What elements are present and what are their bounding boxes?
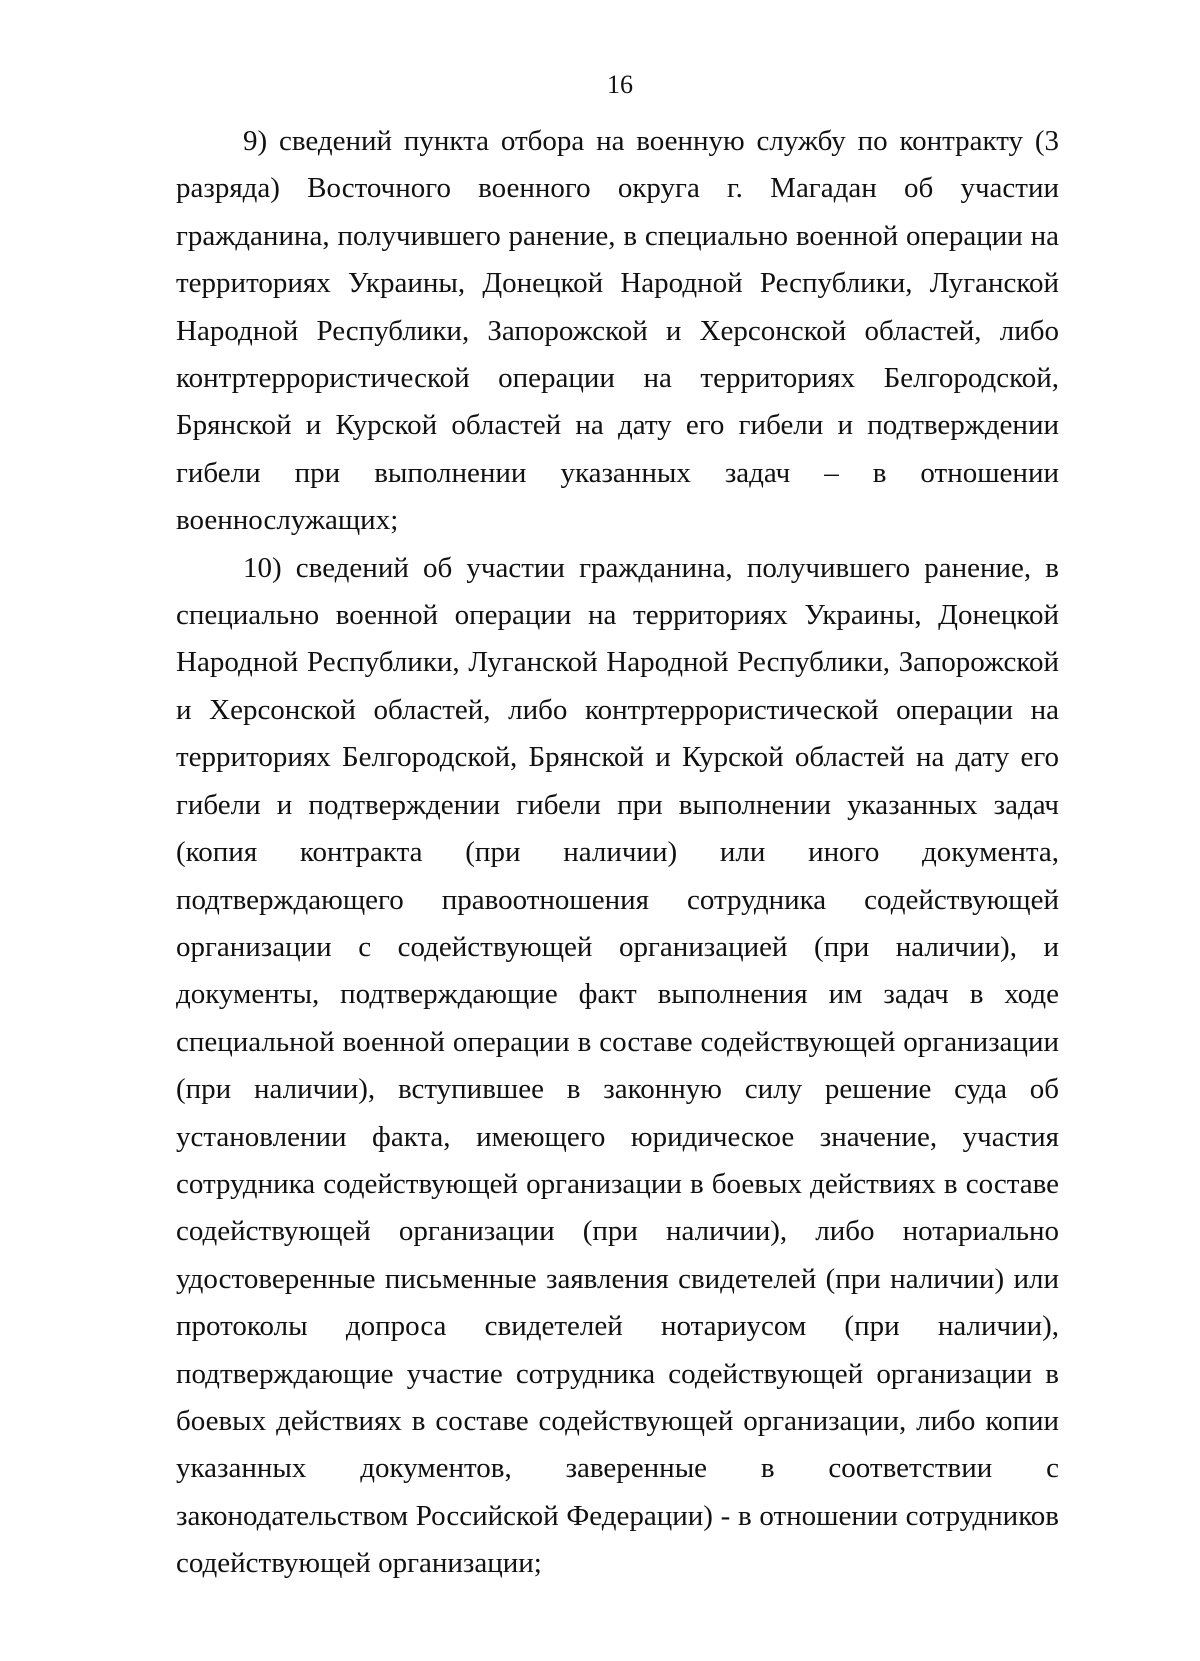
document-body: [176, 118, 1059, 1588]
paragraph-item-10: 10) сведений об участии гражданина, получившего ранение, в специально военной операции на территориях Украины, Донецкой Народной Республики, Луганской Народной Республики, Запорожской и Херсонской областей, либо контртеррористической операции на территориях Белгородской, Брянской и Курской областей на дату его гибели и подтверждении гибели при выполнении указанных задач (копия контракта (при наличии) или иного документа, подтверждающего правоотношения сотрудника содействующей организации с содействующей организацией (при наличии), и документы, подтверждающие факт выполнения им задач в ходе специальной военной операции в составе содействующей организации (при наличии), вступившее в законную силу решение суда об установлении факта, имеющего юридическое значение, участия сотрудника содействующей организации в боевых действиях в составе содействующей организации (при наличии), либо нотариально удостоверенные письменные заявления свидетелей (при наличии) или протоколы допроса свидетелей нотариусом (при наличии), подтверждающие участие сотрудника содействующей организации в боевых действиях в составе содействующей организации, либо копии указанных документов, заверенные в соответствии с законодательством Российской Федерации) - в отношении сотрудников содействующей организации;: [176, 551, 1059, 1580]
paragraph-item-9: 9) сведений пункта отбора на военную службу по контракту (3 разряда) Восточного военного округа г. Магадан об участии гражданина, получившего ранение, в специально военной операции на территориях Украины, Донецкой Народной Республики, Луганской Народной Республики, Запорожской и Херсонской областей, либо контртеррористической операции на территориях Белгородской, Брянской и Курской областей на дату его гибели и подтверждении гибели при выполнении указанных задач – в отношении военнослужащих;: [176, 125, 1059, 537]
page-number: 16: [607, 70, 633, 99]
